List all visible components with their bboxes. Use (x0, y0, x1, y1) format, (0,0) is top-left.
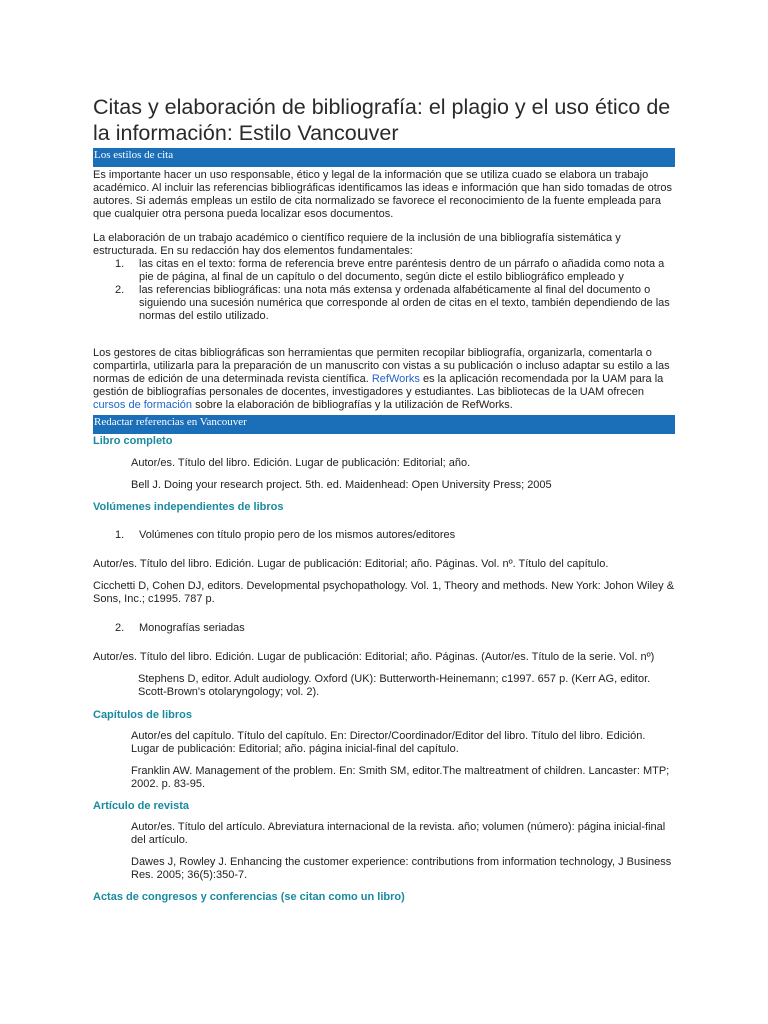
articulo-example: Dawes J, Rowley J. Enhancing the customer experience: contributions from information technology, J Business Res. 2005; 36(5):350-7. (131, 856, 672, 881)
list-item (93, 529, 675, 542)
libro-format: Autor/es. Título del libro. Edición. Lugar de publicación: Editorial; año. (131, 457, 471, 469)
cursos-formacion-link[interactable]: cursos de formación (93, 399, 193, 411)
list-item (93, 258, 675, 284)
list-item (93, 622, 675, 635)
page-title: Citas y elaboración de bibliografía: el plagio y el uso ético de la información: Estilo Vancouver (93, 95, 671, 145)
capitulos-example: Franklin AW. Management of the problem. En: Smith SM, editor.The maltreatment of children. Lancaster: MTP; 2002. p. 83-95. (131, 765, 670, 790)
volumenes-example-2: Stephens D, editor. Adult audiology. Oxford (UK): Butterworth-Heinemann; c1997. 657 p. (Kerr AG, editor. Scott-Brown's otolaryngology; vol. 2). (138, 673, 651, 698)
document-content (93, 94, 675, 904)
list-number: 2. (115, 284, 125, 296)
list-number: 2. (115, 622, 125, 634)
section-bar-estilos: Los estilos de cita (93, 148, 675, 167)
elaboration-paragraph: La elaboración de un trabajo académico o científico requiere de la inclusión de una bibliografía sistemática y estructurada. En su redacción hay dos elementos fundamentales: (93, 232, 621, 257)
list-item-text: Monografías seriadas (139, 622, 245, 634)
volumenes-format-2: Autor/es. Título del libro. Edición. Lugar de publicación: Editorial; año. Páginas. (Autor/es. Título de la serie. Vol. nº) (93, 651, 655, 663)
refworks-link[interactable]: RefWorks (371, 373, 420, 385)
volumenes-format-1: Autor/es. Título del libro. Edición. Lugar de publicación: Editorial; año. Páginas. Vol. nº. Título del capítulo. (93, 558, 609, 570)
list-item-text: las citas en el texto: forma de referencia breve entre paréntesis dentro de un párrafo o añadida como nota a pie de página, al final de un capítulo o del documento, según dicte el estilo bibliográfico empleado y (139, 258, 665, 283)
heading-volumenes: Volúmenes independientes de libros (93, 501, 284, 513)
gestores-text-a: Los gestores de citas bibliográficas son herramientas que permiten recopilar bibliografía, organizarla, comentarla o compartirla, utilizarla para la preparación de un manuscrito con vistas a su publicación o incluso adaptar su estilo a las normas de edición de una determinada revista científica. (93, 347, 670, 385)
list-item-text: Volúmenes con título propio pero de los mismos autores/editores (139, 529, 456, 541)
volumenes-example-1: Cicchetti D, Cohen DJ, editors. Developmental psychopathology. Vol. 1, Theory and methods. New York: Johon Wiley & Sons, Inc.; c1995. 787 p. (93, 580, 675, 605)
list-item-text: las referencias bibliográficas: una nota más extensa y ordenada alfabéticamente al final del documento o siguiendo una sucesión numérica que corresponde al orden de citas en el texto, también dependiendo de las normas del estilo utilizado. (139, 284, 670, 322)
list-number: 1. (115, 529, 125, 541)
volumenes-list-1 (93, 529, 675, 542)
section-bar-vancouver: Redactar referencias en Vancouver (93, 415, 675, 434)
list-item (93, 284, 675, 323)
capitulos-format: Autor/es del capítulo. Título del capítulo. En: Director/Coordinador/Editor del libro. Título del libro. Edición. Lugar de publicación: Editorial; año. página inicial-final del capítulo. (131, 730, 646, 755)
libro-example: Bell J. Doing your research project. 5th. ed. Maidenhead: Open University Press; 2005 (131, 479, 552, 491)
heading-capitulos: Capítulos de libros (93, 709, 193, 721)
volumenes-list-2 (93, 622, 675, 635)
gestores-text-b: es la aplicación recomendada por la UAM para la gestión de bibliografías personales de docentes, investigadores y estudiantes. Las bibliotecas de la UAM ofrecen (93, 373, 664, 398)
gestores-text-c: sobre la elaboración de bibliografías y la utilización de RefWorks. (192, 399, 513, 411)
heading-actas: Actas de congresos y conferencias (se citan como un libro) (93, 891, 405, 903)
list-number: 1. (115, 258, 125, 270)
heading-libro-completo: Libro completo (93, 435, 173, 447)
articulo-format: Autor/es. Título del artículo. Abreviatura internacional de la revista. año; volumen (número): página inicial-final del artículo. (131, 821, 666, 846)
intro-paragraph: Es importante hacer un uso responsable, ético y legal de la información que se utiliza cuado se elabora un trabajo académico. Al incluir las referencias bibliográficas identificamos las ideas e información que han sido tomadas de otros autores. Si además empleas un estilo de cita normalizado se favorece el reconocimiento de la fuente empleada para que cualquier otra persona pueda localizar esos documentos. (93, 169, 673, 220)
elements-list (93, 258, 675, 323)
heading-articulo: Artículo de revista (93, 800, 189, 812)
gestores-paragraph (93, 347, 675, 412)
